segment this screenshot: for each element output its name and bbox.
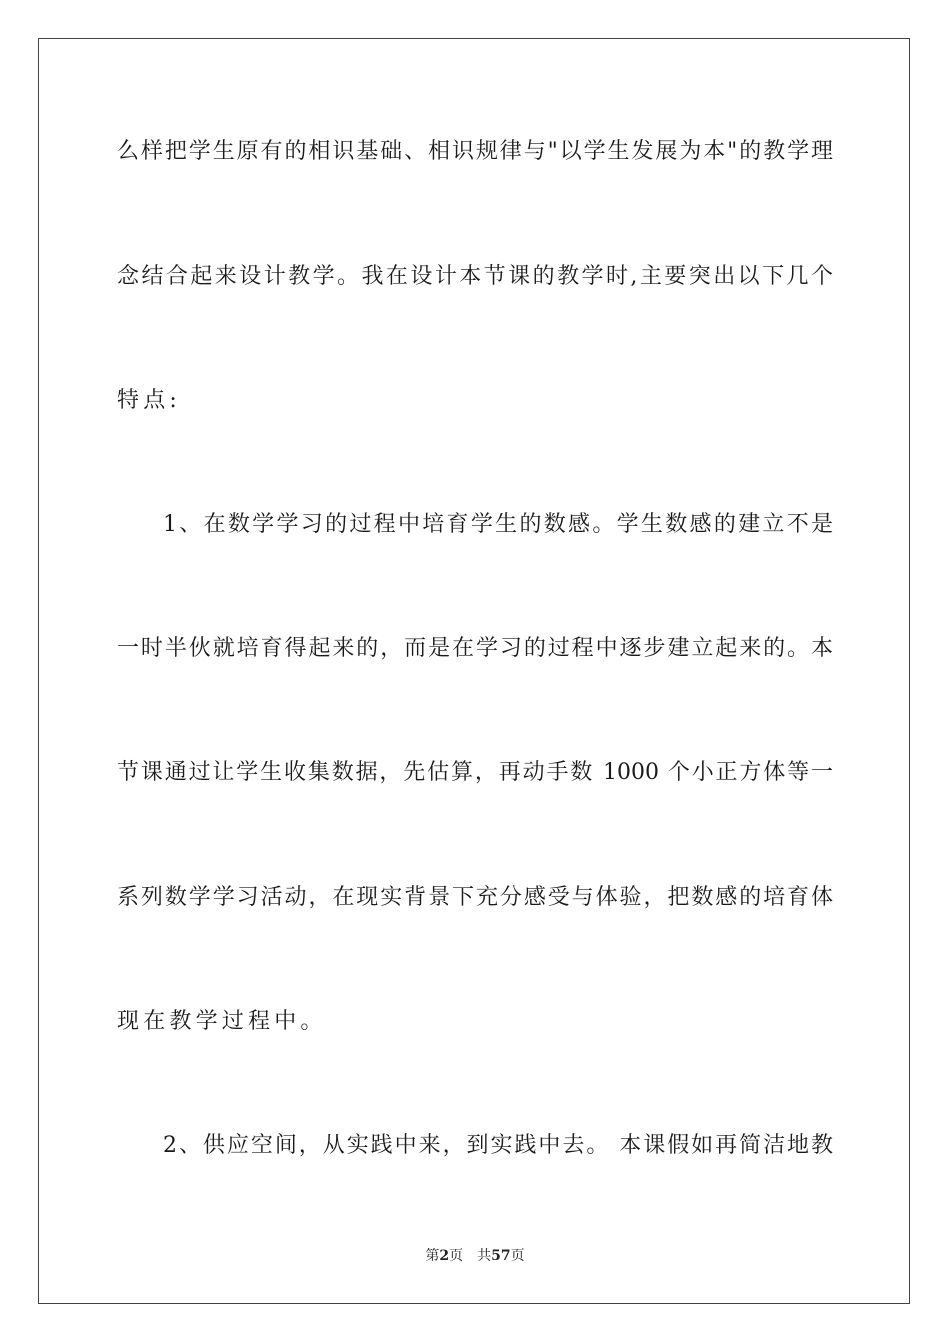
page-number: 2 xyxy=(439,1248,450,1264)
text-line-9: 2、供应空间，从实践中来，到实践中去。 本课假如再简洁地教 xyxy=(163,1133,833,1158)
total-prefix: 共 xyxy=(477,1248,492,1264)
text-line-3: 特点: xyxy=(117,388,182,413)
total-suffix: 页 xyxy=(510,1248,525,1264)
text-line-1: 么样把学生原有的相识基础、相识规律与"以学生发展为本"的教学理 xyxy=(117,139,833,164)
text-line-6: 节课通过让学生收集数据，先估算，再动手数 1000 个小正方体等一 xyxy=(117,760,833,785)
total-pages: 57 xyxy=(491,1248,511,1264)
page-footer xyxy=(0,1246,950,1266)
text-line-5: 一时半伙就培育得起来的，而是在学习的过程中逐步建立起来的。本 xyxy=(117,636,833,661)
text-line-7: 系列数学学习活动，在现实背景下充分感受与体验，把数感的培育体 xyxy=(117,885,833,910)
text-line-8: 现在教学过程中。 xyxy=(117,1009,327,1034)
page-suffix: 页 xyxy=(449,1248,464,1264)
page-border xyxy=(38,38,910,1304)
text-line-4: 1、在数学学习的过程中培育学生的数感。学生数感的建立不是 xyxy=(163,512,833,537)
text-line-2: 念结合起来设计教学。我在设计本节课的教学时,主要突出以下几个 xyxy=(117,264,833,289)
page-prefix: 第 xyxy=(425,1248,440,1264)
